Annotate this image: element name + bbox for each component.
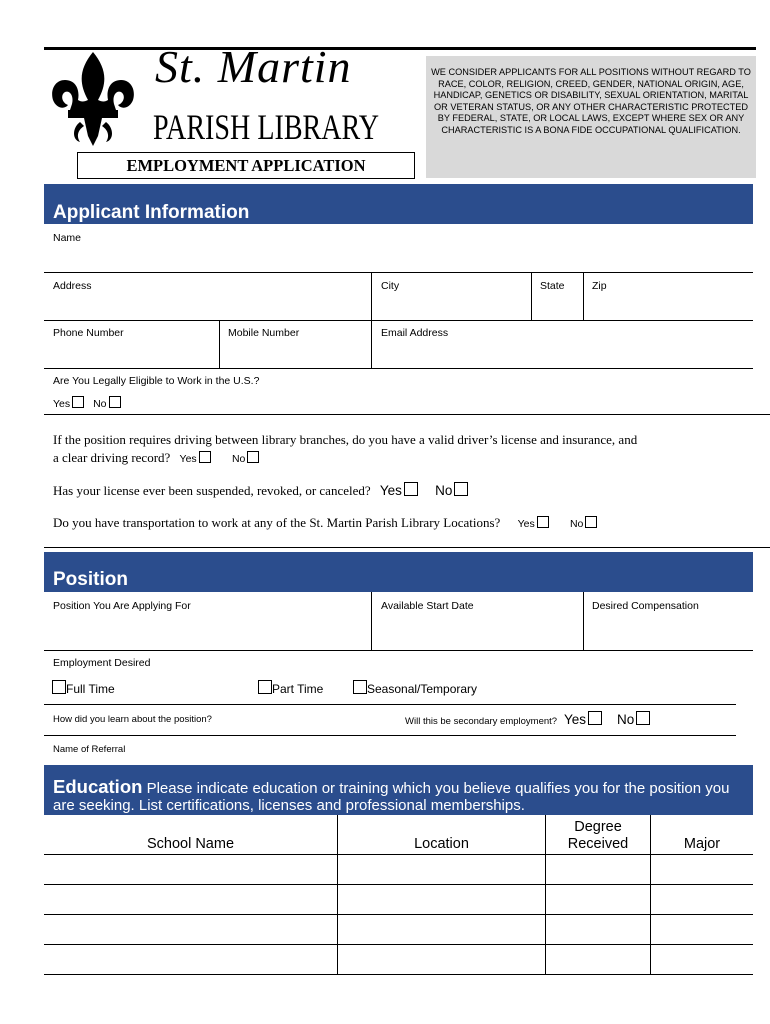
name-field[interactable] (44, 246, 753, 272)
email-label: Email Address (381, 327, 449, 339)
compensation-label: Desired Compensation (592, 600, 699, 612)
driving-question-line2 (53, 450, 259, 466)
state-label: State (540, 280, 565, 292)
license-question-text: Has your license ever been suspended, revoked, or canceled? (53, 483, 371, 498)
email-field[interactable] (372, 342, 753, 368)
no-label: No (569, 518, 584, 530)
zip-field[interactable] (584, 294, 753, 320)
rule (44, 368, 753, 369)
col-school-name: School Name (146, 836, 235, 852)
education-row-4[interactable] (44, 945, 753, 974)
eligible-options (53, 396, 121, 410)
secondary-question-text: Will this be secondary employment? (405, 716, 558, 727)
section-title-education: Education (53, 776, 143, 797)
form-title-box (77, 152, 415, 179)
referral-label: Name of Referral (53, 744, 126, 755)
state-field[interactable] (532, 294, 582, 320)
employment-type-options (52, 680, 115, 696)
part-time-checkbox[interactable] (258, 680, 272, 694)
top-rule (44, 47, 756, 50)
license-question (53, 482, 468, 499)
col-major: Major (683, 836, 721, 852)
rule (44, 547, 770, 548)
learn-question: How did you learn about the position? (53, 714, 212, 725)
rule (44, 704, 736, 705)
eligible-no-checkbox[interactable] (109, 396, 121, 408)
logo-subtitle: PARISH LIBRARY (153, 107, 380, 147)
transport-question-text: Do you have transportation to work at any of the St. Martin Parish Library Locations? (53, 515, 501, 530)
fleur-de-lis-logo (50, 50, 136, 150)
col-degree-received (546, 819, 650, 853)
form-title: EMPLOYMENT APPLICATION (126, 156, 366, 175)
education-table (44, 815, 753, 975)
phone-label: Phone Number (53, 327, 124, 339)
education-subtitle-line1: Please indicate education or training which you believe qualifies you for the position you (146, 780, 730, 797)
yes-label: Yes (379, 483, 402, 498)
driving-yes-checkbox[interactable] (199, 451, 211, 463)
notice-text: WE CONSIDER APPLICANTS FOR ALL POSITIONS WITHOUT REGARD TO RACE, COLOR, RELIGION, CREED, GENDER, NATIONAL ORIGIN, AGE, HANDICAP, GENETICS OR DISABILITY, SEXUAL ORIENTATION, MARITAL OR VETERAN STATUS, OR ANY OTHER CHARACTERISTIC PROTECTED BY FEDERAL, STATE, OR LOCAL LAWS, EXCEPT WHERE SEX OR ANY CHARACTERISTIC IS A BONA FIDE OCCUPATIONAL QUALIFICATION. (431, 67, 751, 135)
no-label: No (93, 398, 107, 410)
section-title-position: Position (53, 569, 128, 590)
secondary-no-checkbox[interactable] (636, 711, 650, 725)
start-date-label: Available Start Date (381, 600, 474, 612)
yes-label: Yes (517, 518, 535, 530)
no-label: No (231, 453, 246, 465)
city-field[interactable] (372, 294, 530, 320)
rule (44, 414, 770, 415)
eligible-question: Are You Legally Eligible to Work in the U.S.? (53, 375, 260, 387)
seasonal-checkbox[interactable] (353, 680, 367, 694)
secondary-question (405, 711, 650, 727)
col-location: Location (414, 836, 469, 852)
fleur-de-lis-icon (50, 50, 136, 150)
logo-title: St. Martin (155, 41, 352, 92)
education-heading (53, 776, 729, 798)
rule (44, 650, 753, 651)
driving-question-line1: If the position requires driving between library branches, do you have a valid driver’s license and insurance, and (53, 432, 638, 447)
education-subtitle-line2: are seeking. List certifications, licenses and professional memberships. (53, 797, 525, 814)
yes-label: Yes (179, 453, 197, 465)
col-degree-line1: Degree (574, 819, 622, 835)
driving-no-checkbox[interactable] (247, 451, 259, 463)
license-no-checkbox[interactable] (454, 482, 468, 496)
education-row-1[interactable] (44, 855, 753, 884)
transport-question (53, 515, 597, 531)
compensation-field[interactable] (584, 614, 753, 650)
referral-field[interactable] (140, 738, 736, 760)
position-applying-label: Position You Are Applying For (53, 600, 191, 612)
position-applying-field[interactable] (44, 614, 370, 650)
address-field[interactable] (44, 294, 370, 320)
full-time-checkbox[interactable] (52, 680, 66, 694)
mobile-label: Mobile Number (228, 327, 300, 339)
rule (44, 974, 753, 975)
yes-label: Yes (564, 712, 587, 727)
col-degree-line2: Received (567, 836, 629, 852)
transport-yes-checkbox[interactable] (537, 516, 549, 528)
eligible-yes-checkbox[interactable] (72, 396, 84, 408)
rule (44, 272, 753, 273)
employment-desired-label: Employment Desired (53, 657, 151, 669)
section-header-applicant (44, 184, 753, 224)
address-label: Address (53, 280, 92, 292)
rule (44, 320, 753, 321)
name-label: Name (53, 232, 82, 244)
license-yes-checkbox[interactable] (404, 482, 418, 496)
education-row-2[interactable] (44, 885, 753, 914)
mobile-field[interactable] (220, 342, 370, 368)
seasonal-label: Seasonal/Temporary (367, 682, 478, 696)
phone-field[interactable] (44, 342, 218, 368)
education-row-3[interactable] (44, 915, 753, 944)
zip-label: Zip (592, 280, 607, 292)
section-title-applicant: Applicant Information (53, 202, 250, 223)
rule (44, 735, 736, 736)
city-label: City (381, 280, 400, 292)
part-time-label: Part Time (272, 682, 324, 696)
yes-label: Yes (53, 398, 71, 410)
secondary-yes-checkbox[interactable] (588, 711, 602, 725)
part-time-option (258, 680, 323, 696)
transport-no-checkbox[interactable] (585, 516, 597, 528)
no-label: No (435, 483, 453, 498)
equal-opportunity-notice (426, 56, 756, 178)
driving-question-text: a clear driving record? (53, 450, 171, 465)
no-label: No (616, 712, 635, 727)
section-header-education (44, 765, 753, 815)
start-date-field[interactable] (372, 614, 582, 650)
seasonal-option (353, 680, 477, 696)
section-header-position (44, 552, 753, 592)
full-time-label: Full Time (66, 682, 115, 696)
